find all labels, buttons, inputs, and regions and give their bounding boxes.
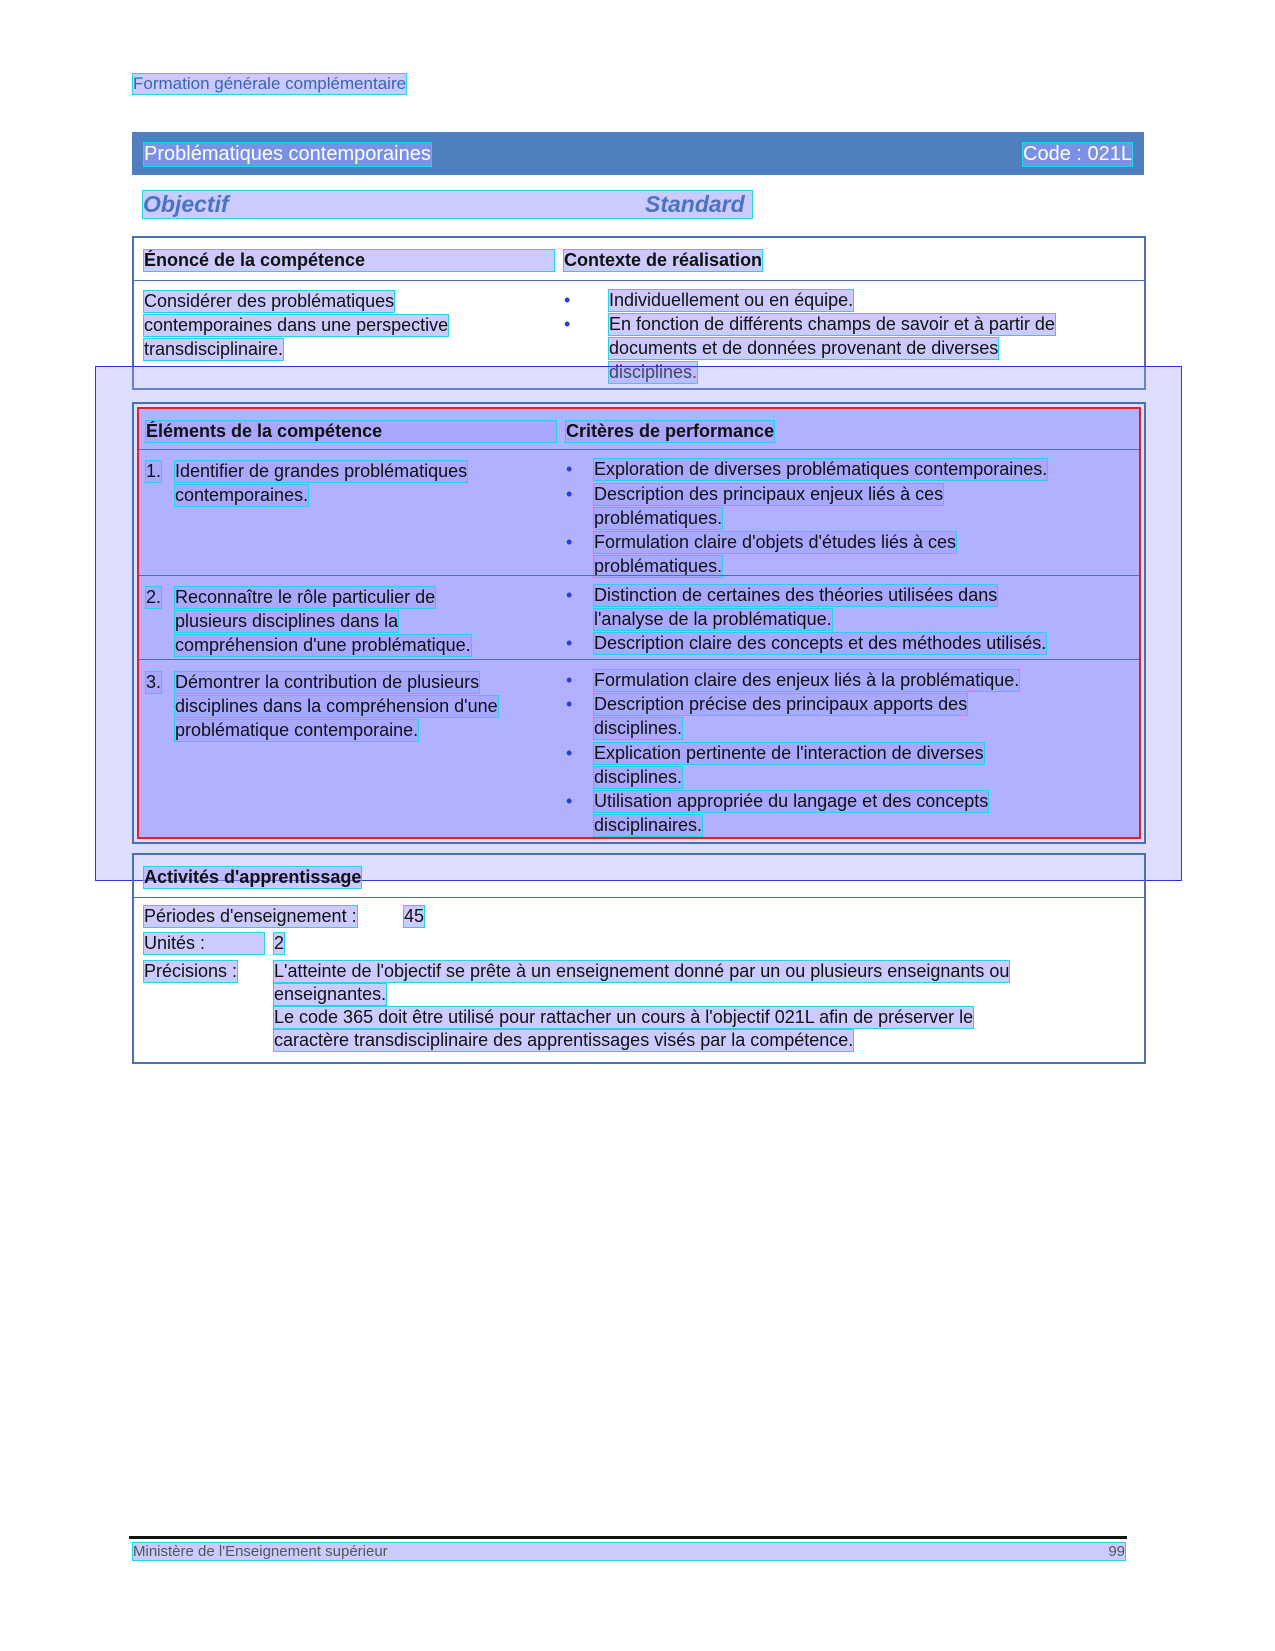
activites-label: Activités d'apprentissage — [144, 867, 362, 887]
enonce-line: Considérer des problématiques — [144, 291, 395, 311]
enonce-label: Énoncé de la compétence — [144, 250, 554, 271]
banner-code: Code : 021L — [1023, 143, 1132, 165]
element-line: Reconnaître le rôle particulier de — [175, 587, 436, 607]
header-section: Formation générale complémentaire — [133, 74, 407, 93]
activites-box — [132, 853, 1146, 1064]
element-num: 1. — [146, 461, 162, 481]
criteres-label: Critères de performance — [566, 421, 775, 441]
periodes-value: 45 — [404, 906, 425, 926]
contexte-item: disciplines. — [609, 362, 698, 382]
bullet-icon: • — [566, 459, 573, 479]
enonce-line: transdisciplinaire. — [144, 339, 284, 359]
precisions-line: enseignantes. — [274, 984, 387, 1004]
page-number: 99 — [1108, 1543, 1125, 1560]
banner-title: Problématiques contemporaines — [144, 143, 431, 165]
competence-header-row — [134, 238, 1144, 281]
bullet-icon: • — [566, 743, 573, 763]
critere-line: disciplinaires. — [594, 815, 703, 835]
element-line: plusieurs disciplines dans la — [175, 611, 399, 631]
precisions-line: caractère transdisciplinaire des apprentissages visés par la compétence. — [274, 1030, 854, 1050]
footer — [133, 1543, 1125, 1560]
critere-line: Description précise des principaux apports des — [594, 694, 968, 714]
element-line: disciplines dans la compréhension d'une — [175, 696, 498, 716]
critere-line: disciplines. — [594, 718, 683, 738]
element-line: Identifier de grandes problématiques — [175, 461, 468, 481]
footer-ministry: Ministère de l'Enseignement supérieur — [133, 1543, 388, 1560]
bullet-icon: • — [566, 532, 573, 552]
bullet-icon: • — [566, 484, 573, 504]
element-num: 2. — [146, 587, 162, 607]
unites-value: 2 — [274, 933, 285, 953]
contexte-item: En fonction de différents champs de savoir et à partir de — [609, 314, 1055, 334]
critere-line: Description des principaux enjeux liés à ces — [594, 484, 944, 504]
critere-line: problématiques. — [594, 508, 723, 528]
critere-line: disciplines. — [594, 767, 683, 787]
footer-rule — [129, 1536, 1127, 1539]
contexte-item: documents et de données provenant de diverses — [609, 338, 999, 358]
critere-line: Exploration de diverses problématiques contemporaines. — [594, 459, 1048, 479]
critere-line: Utilisation appropriée du langage et des concepts — [594, 791, 989, 811]
critere-line: Distinction de certaines des théories utilisées dans — [594, 585, 998, 605]
elements-label: Éléments de la compétence — [146, 421, 556, 442]
critere-line: Formulation claire d'objets d'études liés à ces — [594, 532, 957, 552]
title-banner — [132, 132, 1144, 175]
standard-label: Standard — [645, 191, 745, 217]
critere-line: Formulation claire des enjeux liés à la problématique. — [594, 670, 1020, 690]
critere-line: problématiques. — [594, 556, 723, 576]
bullet-icon: • — [566, 791, 573, 811]
bullet-icon: • — [566, 585, 573, 605]
element-line: contemporaines. — [175, 485, 309, 505]
objective-standard-labels — [143, 191, 752, 218]
periodes-label: Périodes d'enseignement : — [144, 906, 357, 926]
precisions-line: Le code 365 doit être utilisé pour rattacher un cours à l'objectif 021L afin de préserver le — [274, 1007, 974, 1027]
contexte-label: Contexte de réalisation — [564, 250, 763, 270]
element-line: compréhension d'une problématique. — [175, 635, 471, 655]
bullet-icon: • — [566, 633, 573, 653]
unites-label: Unités : — [144, 933, 264, 954]
element-line: problématique contemporaine. — [175, 720, 419, 740]
contexte-item: Individuellement ou en équipe. — [609, 290, 854, 310]
critere-line: Explication pertinente de l'interaction de diverses — [594, 743, 984, 763]
precisions-line: L'atteinte de l'objectif se prête à un enseignement donné par un ou plusieurs enseignants ou — [274, 961, 1010, 981]
element-line: Démontrer la contribution de plusieurs — [175, 672, 480, 692]
enonce-line: contemporaines dans une perspective — [144, 315, 449, 335]
elements-box — [132, 402, 1146, 844]
bullet-icon: • — [564, 314, 571, 334]
bullet-icon: • — [566, 670, 573, 690]
critere-line: Description claire des concepts et des méthodes utilisés. — [594, 633, 1047, 653]
element-num: 3. — [146, 672, 162, 692]
elements-table — [137, 407, 1141, 839]
critere-line: l'analyse de la problématique. — [594, 609, 832, 629]
precisions-label: Précisions : — [144, 961, 238, 981]
objectif-label: Objectif — [143, 191, 229, 217]
bullet-icon: • — [566, 694, 573, 714]
bullet-icon: • — [564, 290, 571, 310]
activites-header-row — [134, 855, 1144, 898]
